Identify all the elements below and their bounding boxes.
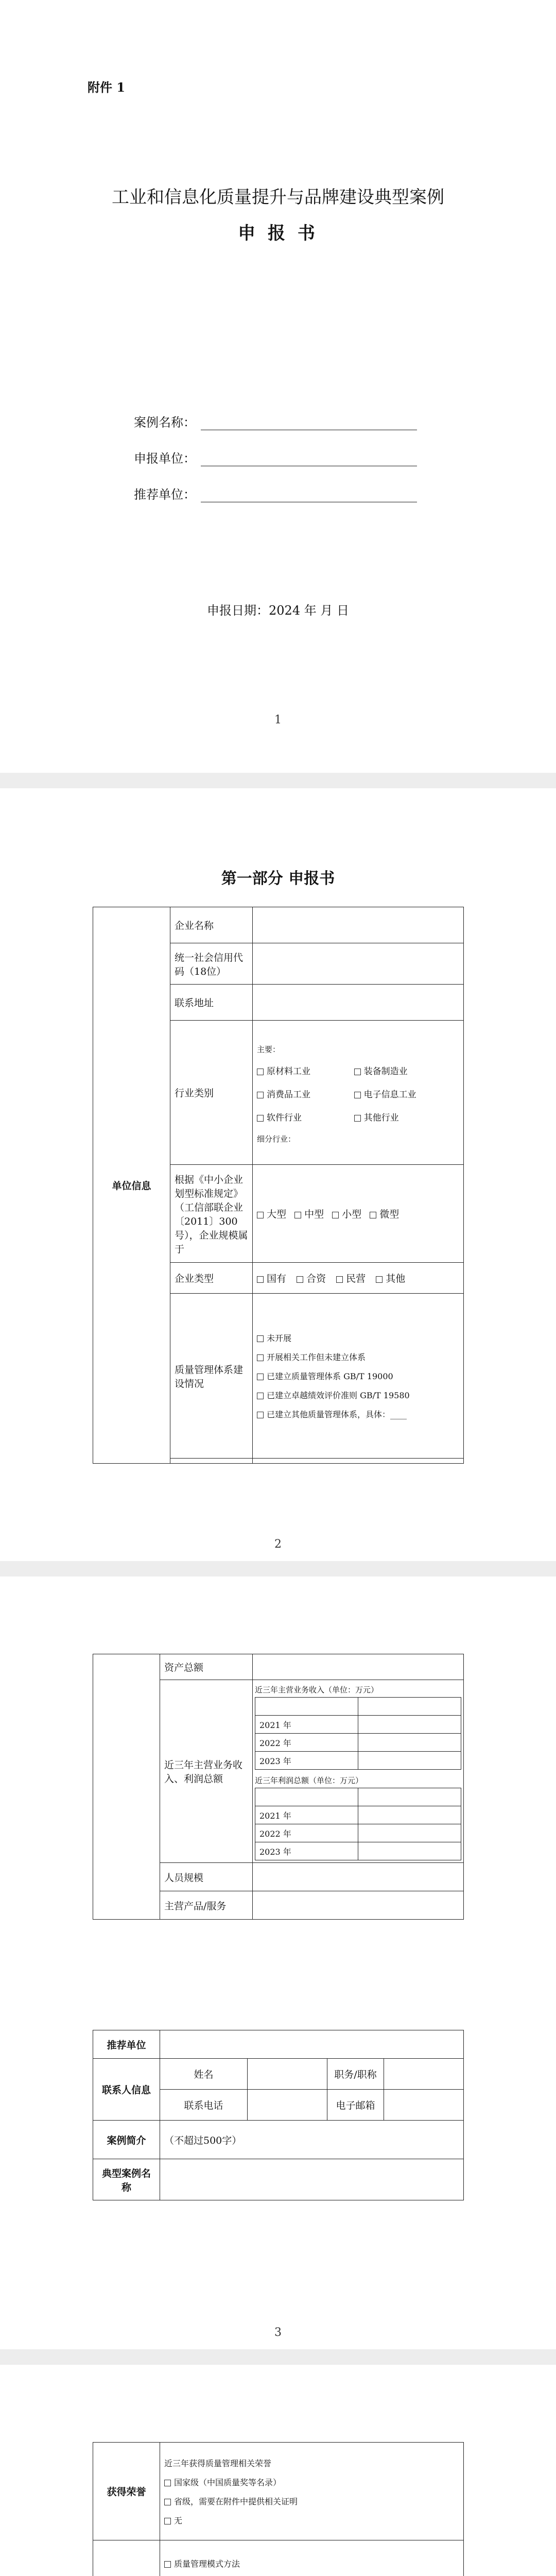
industry-option[interactable]: 电子信息工业 [354,1087,451,1100]
field-label: 案例名称： [134,415,196,430]
case-name-line[interactable] [201,415,417,430]
case-name-label: 典型案例名称 [93,2159,160,2200]
industry-option[interactable]: 软件行业 [257,1110,354,1123]
address-value[interactable] [253,985,464,1021]
revenue-value[interactable] [358,1716,461,1734]
awards-label: 获得荣誉 [93,2443,160,2540]
year-cell: 2022 年 [255,1824,358,1842]
awards-caption: 近三年获得质量管理相关荣誉 [164,2458,272,2468]
nature-option[interactable]: 合资 [297,1273,326,1284]
page-number: 2 [274,1538,282,1551]
applicant-line[interactable] [201,451,417,466]
year-cell: 2021 年 [255,1716,358,1734]
blank-cell [255,1788,358,1806]
profit-table [255,1788,461,1860]
recommend-unit-label: 推荐单位 [93,2030,160,2059]
page-number: 3 [274,2326,282,2339]
contact-table [93,2030,464,2200]
revenue-caption: 近三年主营业务收入（单位：万元） [255,1685,379,1694]
attachment-label: 附件 1 [88,80,126,95]
profit-caption: 近三年利润总额（单位：万元） [255,1776,363,1785]
direction-label [93,2540,160,2576]
part1-heading: 第一部分 申报书 [221,870,335,888]
qms-options [253,1294,464,1459]
profit-value[interactable] [358,1824,461,1842]
part1c-page [0,2365,556,2576]
qms-option[interactable]: 已建立质量管理体系 GB/T 19000 [257,1370,459,1382]
scale-option[interactable]: 小型 [332,1209,361,1220]
scale-option[interactable]: 大型 [257,1209,286,1220]
company-name-value[interactable] [253,907,464,943]
profit-value[interactable] [358,1806,461,1824]
recommend-unit-value[interactable] [160,2030,464,2059]
finance-label: 近三年主营业务收入、利润总额 [160,1680,253,1863]
nature-option[interactable]: 国有 [257,1273,286,1284]
scale-option[interactable]: 微型 [370,1209,399,1220]
page-number: 1 [274,714,282,726]
unit-info-table [93,907,464,1464]
assets-value[interactable] [253,1654,464,1680]
products-value[interactable] [253,1891,464,1920]
nature-label: 企业类型 [170,1263,253,1294]
award-option[interactable]: 国家级（中国质量奖等名录） [164,2476,459,2488]
staff-label: 人员规模 [160,1863,253,1891]
industry-option[interactable]: 装备制造业 [354,1064,451,1077]
awards-table [93,2442,464,2576]
cover-subtitle: 申 报 书 [238,223,318,244]
nature-option[interactable]: 其他 [376,1273,405,1284]
cover-field-applicant [134,448,417,466]
field-label: 申报单位： [134,451,196,466]
case-name-value[interactable] [160,2159,464,2200]
scale-options [253,1165,464,1263]
email-value[interactable] [384,2090,464,2121]
position-label: 职务/职称 [327,2059,384,2090]
year-cell: 2023 年 [255,1842,358,1860]
recommender-line[interactable] [201,487,417,502]
unit-info-label: 单位信息 [93,907,170,1464]
qms-option[interactable]: 已建立其他质量管理体系，具体：____ [257,1408,459,1420]
credit-code-label: 统一社会信用代码（18位） [170,943,253,985]
products-label: 主营产品/服务 [160,1891,253,1920]
field-label: 推荐单位： [134,487,196,502]
revenue-value[interactable] [358,1734,461,1752]
industry-main: 主要： [257,1045,281,1054]
summary-hint[interactable]: （不超过500字） [160,2121,464,2159]
address-label: 联系地址 [170,985,253,1021]
year-cell: 2023 年 [255,1752,358,1770]
revenue-value[interactable] [358,1752,461,1770]
part1b-page [0,1577,556,2349]
year-cell: 2022 年 [255,1734,358,1752]
revenue-table [255,1697,461,1770]
industry-option[interactable]: 消费品工业 [257,1087,354,1100]
award-option[interactable]: 无 [164,2514,459,2526]
credit-code-value[interactable] [253,943,464,985]
direction-option[interactable]: 质量管理模式方法 [164,2557,459,2569]
cover-title: 工业和信息化质量提升与品牌建设典型案例 [112,187,444,208]
industry-option[interactable]: 其他行业 [354,1110,451,1123]
industry-options [257,1059,459,1128]
award-option[interactable]: 省级，需要在附件中提供相关证明 [164,2495,459,2507]
industry-label: 行业类别 [170,1021,253,1165]
company-name-label: 企业名称 [170,907,253,943]
phone-value[interactable] [248,2090,327,2121]
name-value[interactable] [248,2059,327,2090]
position-value[interactable] [384,2059,464,2090]
blank-cell [358,1698,461,1716]
profit-value[interactable] [358,1842,461,1860]
qms-label: 质量管理体系建设情况 [170,1294,253,1459]
scale-option[interactable]: 中型 [294,1209,324,1220]
qms-option[interactable]: 已建立卓越绩效评价准则 GB/T 19580 [257,1389,459,1401]
blank-cell [255,1698,358,1716]
nature-option[interactable]: 民营 [336,1273,366,1284]
contact-label: 联系人信息 [93,2059,160,2121]
nature-options [253,1263,464,1294]
finance-table [93,1654,464,1920]
staff-value[interactable] [253,1863,464,1891]
assets-label: 资产总额 [160,1654,253,1680]
email-label: 电子邮箱 [327,2090,384,2121]
scale-label: 根据《中小企业划型标准规定》（工信部联企业〔2011〕300号），企业规模属于 [170,1165,253,1263]
summary-label: 案例简介 [93,2121,160,2159]
qms-option[interactable]: 未开展 [257,1332,459,1344]
cover-field-recommender [134,484,417,502]
industry-option[interactable]: 原材料工业 [257,1064,354,1077]
blank-cell [358,1788,461,1806]
year-cell: 2021 年 [255,1806,358,1824]
cover-field-case [134,412,417,430]
cover-date: 申报日期：2024 年 月 日 [207,603,349,618]
cover-page [0,0,556,773]
part1-page [0,788,556,1561]
name-label: 姓名 [160,2059,248,2090]
qms-option[interactable]: 开展相关工作但未建立体系 [257,1351,459,1363]
phone-label: 联系电话 [160,2090,248,2121]
industry-sub: 细分行业： [257,1134,296,1144]
